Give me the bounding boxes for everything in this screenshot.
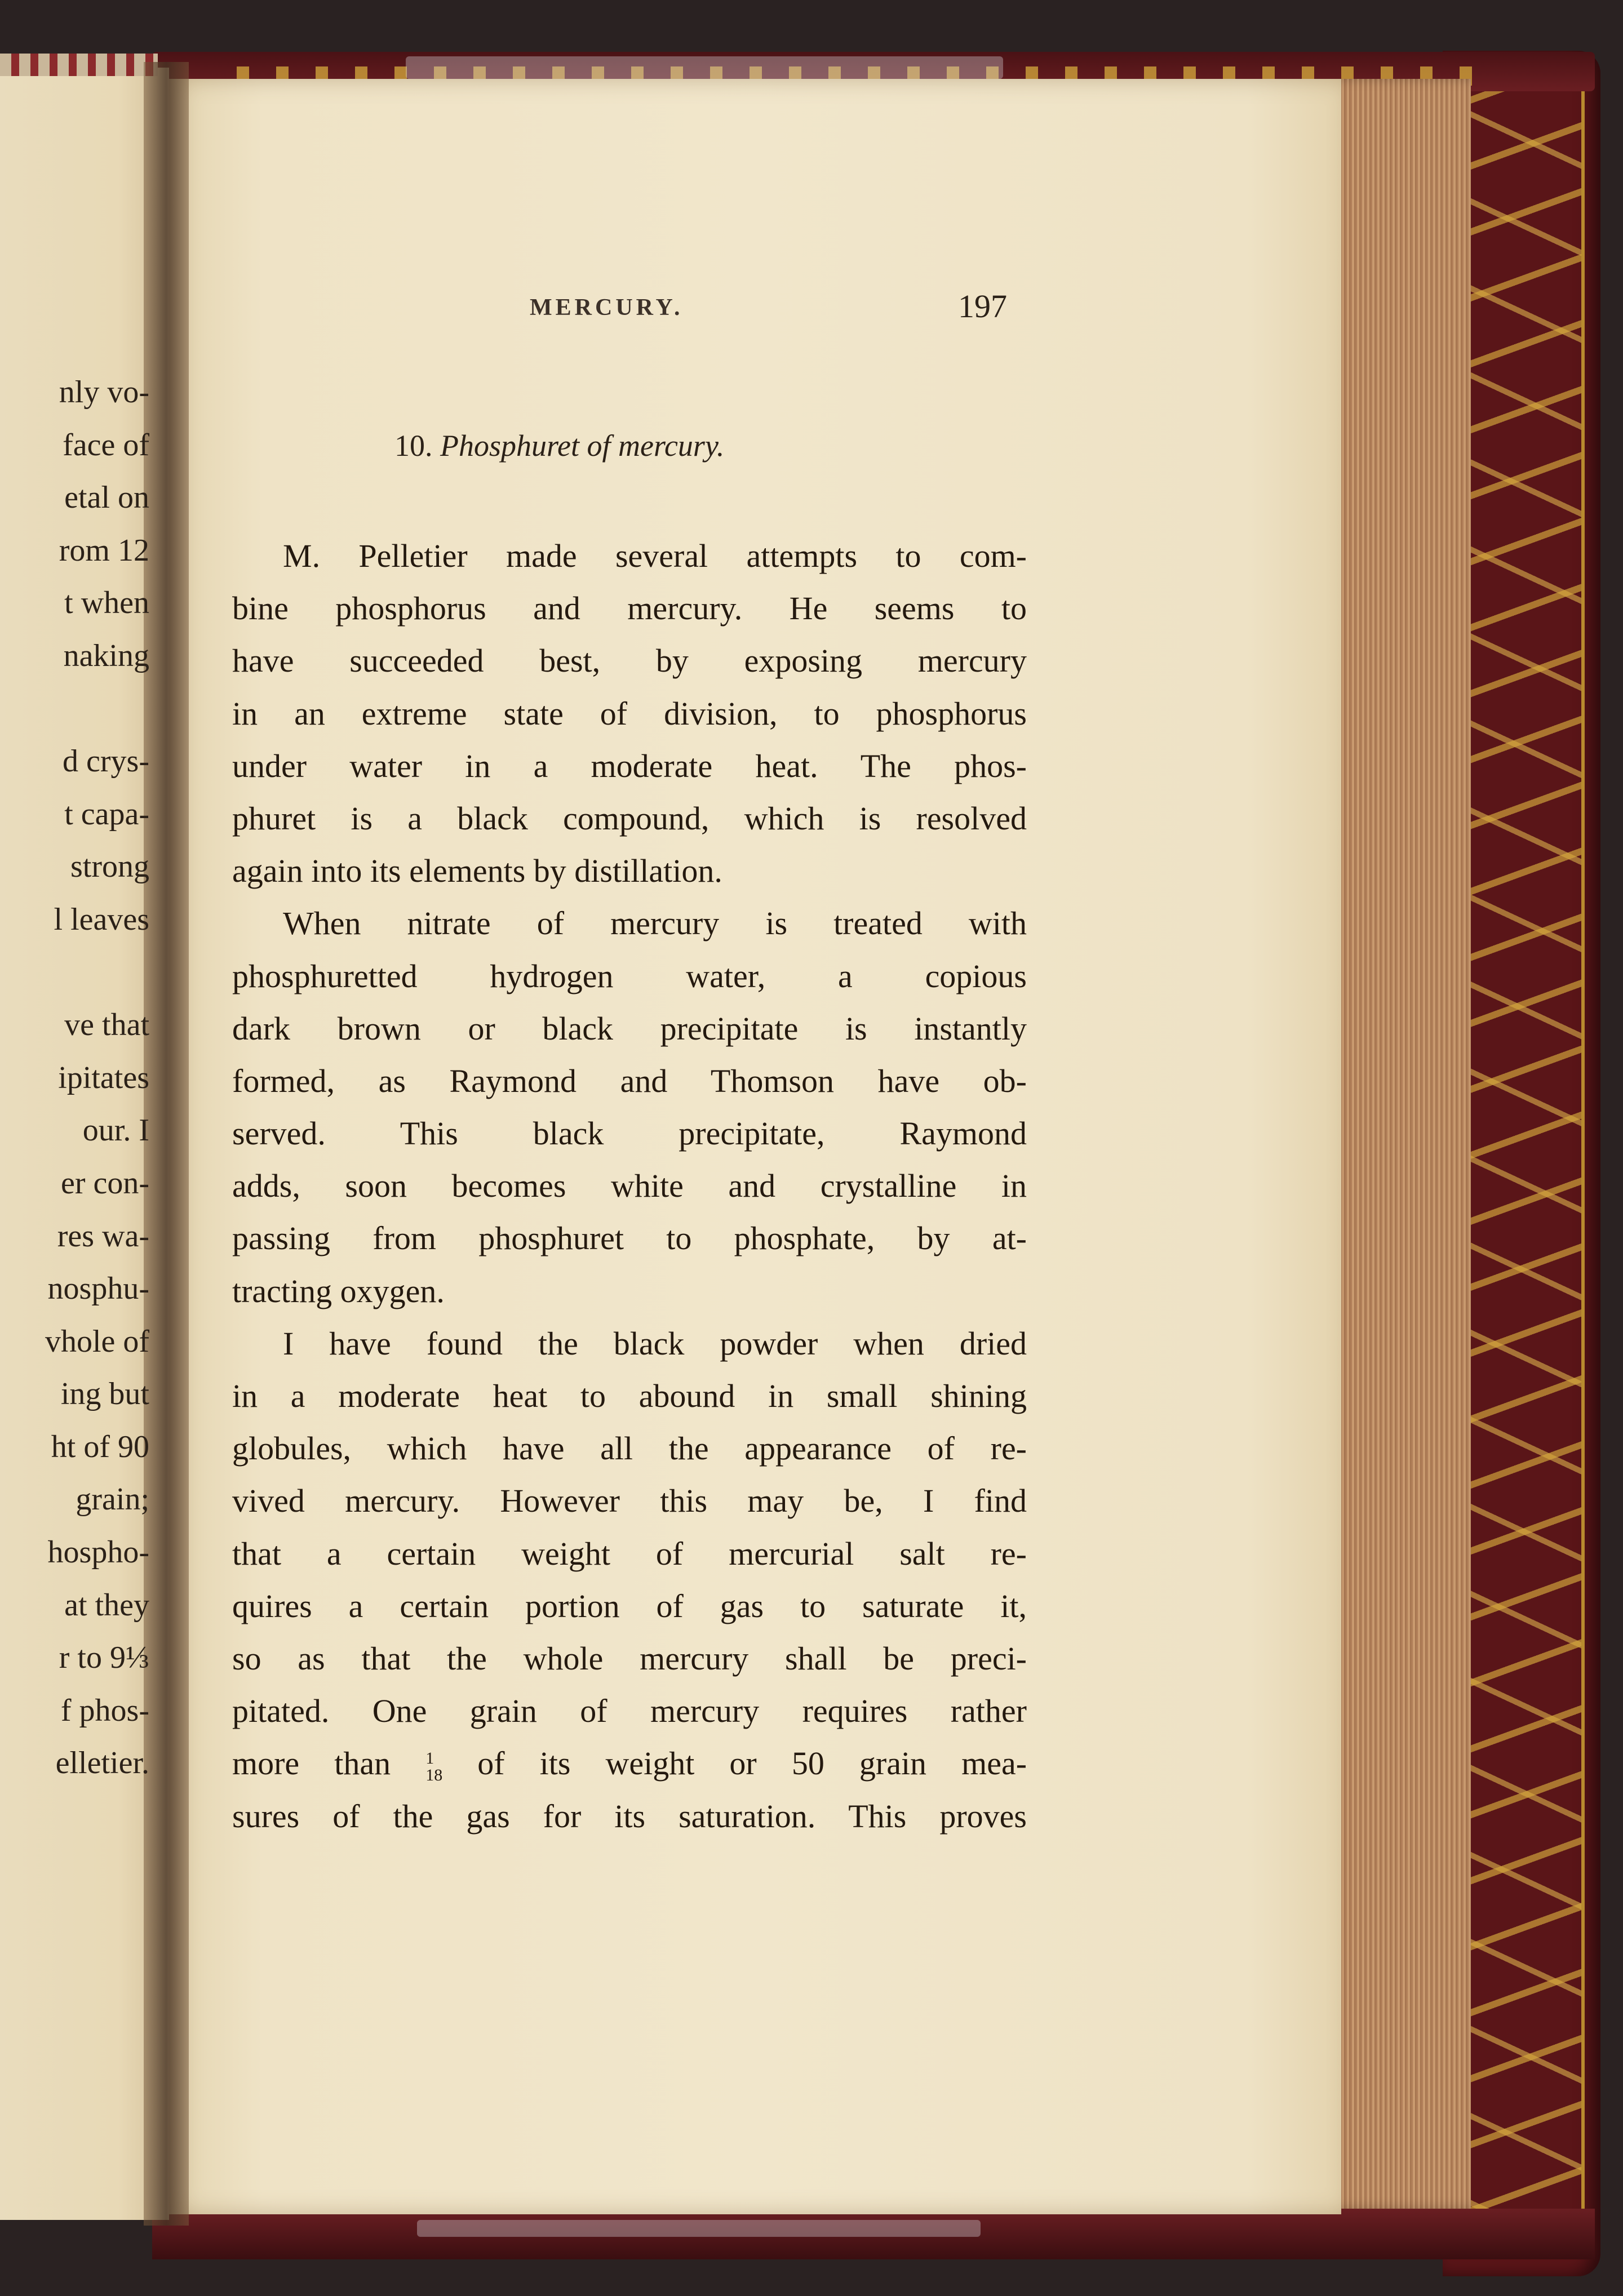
text-line-fraction bbox=[232, 1737, 1027, 1789]
left-line: elletier. bbox=[55, 1746, 149, 1781]
page-clip-top bbox=[406, 56, 1003, 79]
left-line: l leaves bbox=[54, 901, 149, 937]
section-title: Phosphuret of mercury. bbox=[440, 429, 725, 463]
left-line bbox=[0, 683, 149, 736]
text-line: globules, which have all the appearance of re- bbox=[232, 1430, 1027, 1467]
text-line: so as that the whole mercury shall be preci- bbox=[232, 1640, 1027, 1677]
page-number: 197 bbox=[958, 288, 1007, 325]
text-line: formed, as Raymond and Thomson have ob- bbox=[232, 1062, 1027, 1099]
page-fore-edge bbox=[1330, 79, 1471, 2209]
left-line: our. I bbox=[82, 1113, 149, 1148]
left-line: res wa- bbox=[57, 1218, 149, 1254]
section-number: 10. bbox=[394, 429, 433, 463]
left-page-text bbox=[0, 366, 149, 1790]
left-line: ing but bbox=[60, 1376, 149, 1412]
text-fragment: of its weight or 50 grain mea- bbox=[477, 1745, 1027, 1782]
text-line: When nitrate of mercury is treated with bbox=[283, 905, 1027, 942]
text-line: pitated. One grain of mercury requires rather bbox=[232, 1693, 1027, 1730]
text-line: phosphuretted hydrogen water, a copious bbox=[232, 957, 1027, 994]
section-heading bbox=[394, 428, 724, 463]
text-line: served. This black precipitate, Raymond bbox=[232, 1115, 1027, 1152]
left-line: hospho- bbox=[47, 1535, 149, 1570]
left-line: ipitates bbox=[58, 1060, 149, 1095]
fraction-numerator: 1 bbox=[425, 1749, 434, 1767]
text-line: adds, soon becomes white and crystalline in bbox=[232, 1167, 1027, 1205]
text-line: vived mercury. However this may be, I find bbox=[232, 1482, 1027, 1520]
text-fragment: more than bbox=[232, 1745, 391, 1782]
page-clip-bottom bbox=[417, 2220, 981, 2237]
text-line: have succeeded best, by exposing mercury bbox=[232, 642, 1027, 680]
left-line: face of bbox=[63, 427, 149, 463]
text-line: sures of the gas for its saturation. This proves bbox=[232, 1797, 1027, 1835]
left-line: er con- bbox=[60, 1165, 149, 1201]
left-line: r to 9⅓ bbox=[59, 1640, 149, 1676]
fraction-denominator: 18 bbox=[425, 1766, 443, 1784]
running-head: MERCURY. bbox=[530, 295, 684, 321]
text-line: tracting oxygen. bbox=[232, 1272, 445, 1309]
left-line: strong bbox=[70, 849, 149, 885]
left-line: t when bbox=[64, 585, 149, 621]
book-gutter bbox=[144, 62, 189, 2226]
headband bbox=[0, 54, 158, 76]
text-line: bine phosphorus and mercury. He seems to bbox=[232, 590, 1027, 627]
text-line: dark brown or black precipitate is instantly bbox=[232, 1010, 1027, 1047]
left-line: grain; bbox=[76, 1482, 149, 1517]
text-line: phuret is a black compound, which is resolved bbox=[232, 800, 1027, 837]
text-line: M. Pelletier made several attempts to com- bbox=[283, 538, 1027, 574]
left-line: etal on bbox=[64, 480, 149, 516]
left-line bbox=[0, 947, 149, 1000]
text-line: under water in a moderate heat. The phos- bbox=[232, 747, 1027, 784]
left-line: at they bbox=[64, 1587, 149, 1623]
body-text bbox=[232, 530, 1027, 1842]
text-line: I have found the black powder when dried bbox=[283, 1325, 1027, 1362]
gilt-border-decoration bbox=[1465, 73, 1585, 2242]
text-line: in an extreme state of division, to phosphorus bbox=[232, 695, 1027, 732]
text-line: quires a certain portion of gas to saturate it, bbox=[232, 1587, 1027, 1624]
fraction bbox=[425, 1750, 442, 1784]
left-line: d crys- bbox=[63, 744, 149, 779]
text-line: again into its elements by distillation. bbox=[232, 852, 722, 890]
left-line: rom 12 bbox=[59, 532, 149, 568]
left-line: nly vo- bbox=[59, 375, 149, 410]
left-line: f phos- bbox=[60, 1693, 149, 1728]
left-line: ht of 90 bbox=[51, 1429, 149, 1464]
left-line: nosphu- bbox=[47, 1271, 149, 1307]
text-line: that a certain weight of mercurial salt re- bbox=[232, 1535, 1027, 1572]
text-line: in a moderate heat to abound in small shining bbox=[232, 1378, 1027, 1414]
left-line: t capa- bbox=[64, 796, 149, 832]
left-line: vhole of bbox=[45, 1324, 149, 1359]
left-line: ve that bbox=[64, 1007, 149, 1043]
left-line: naking bbox=[63, 638, 149, 673]
text-line: passing from phosphuret to phosphate, by at- bbox=[232, 1220, 1027, 1257]
